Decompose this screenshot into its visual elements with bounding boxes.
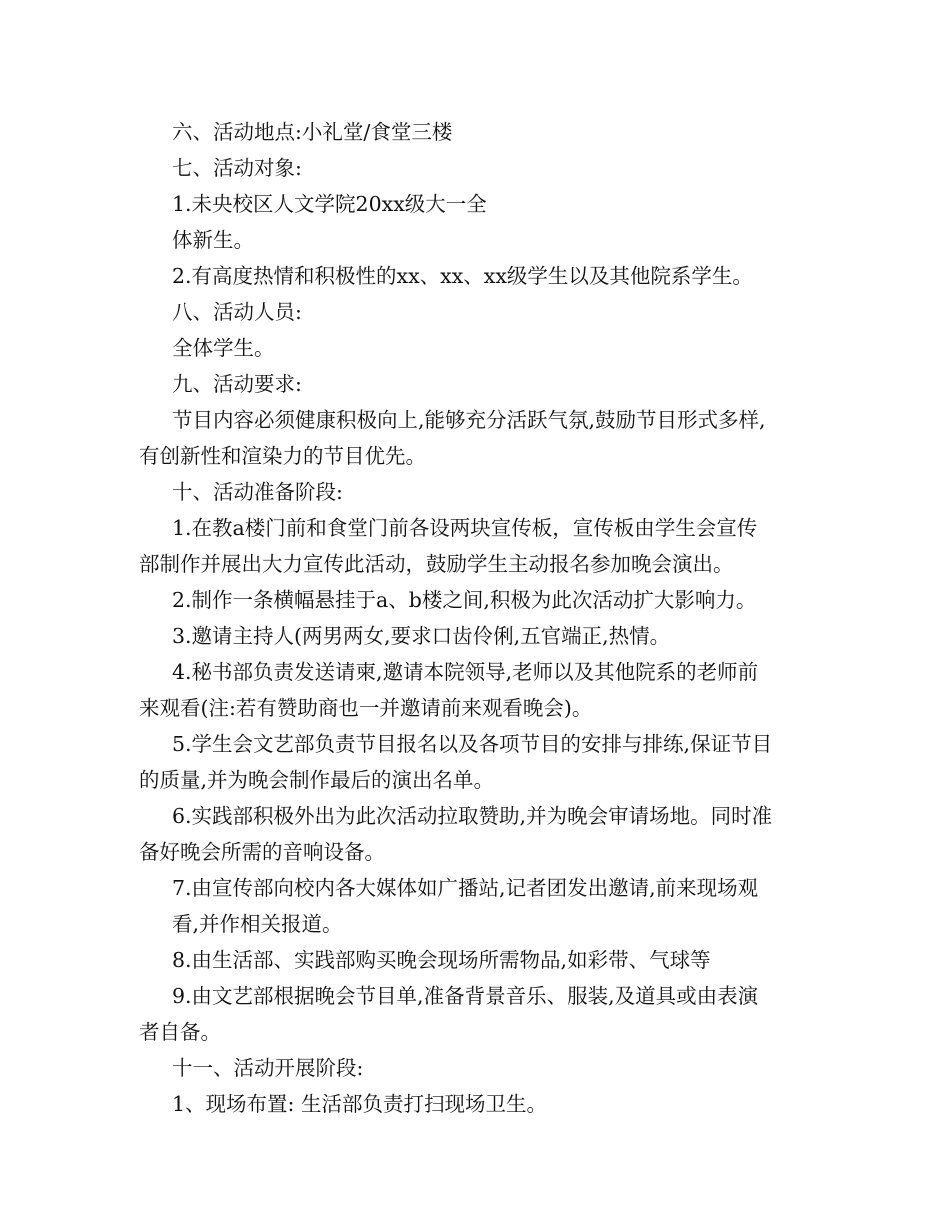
- paragraph-line: 者自备。: [139, 1020, 221, 1044]
- paragraph-line: 6.实践部积极外出为此次活动拉取赞助,并为晚会审请场地。同时准: [172, 804, 773, 828]
- paragraph-line: 八、活动人员:: [172, 300, 302, 324]
- paragraph-line: 十、活动准备阶段:: [172, 480, 343, 504]
- paragraph-line: 九、活动要求:: [172, 372, 302, 396]
- paragraph-line: 全体学生。: [172, 336, 275, 360]
- paragraph-line: 2.制作一条横幅悬挂于a、b楼之间,积极为此次活动扩大影响力。: [172, 588, 757, 612]
- paragraph-line: 1、现场布置: 生活部负责打扫现场卫生。: [172, 1092, 547, 1116]
- paragraph-line: 5.学生会文艺部负责节目报名以及各项节目的安排与排练,保证节目: [172, 732, 773, 756]
- paragraph-line: 七、活动对象:: [172, 156, 302, 180]
- document-body: [139, 114, 819, 1122]
- paragraph-line: 4.秘书部负责发送请柬,邀请本院领导,老师以及其他院系的老师前: [172, 660, 759, 684]
- paragraph-line: 7.由宣传部向校内各大媒体如广播站,记者团发出邀请,前来现场观: [172, 876, 759, 900]
- paragraph-line: 1.未央校区人文学院20xx级大一全: [172, 192, 487, 216]
- paragraph-line: 部制作并展出大力宣传此活动，鼓励学生主动报名参加晚会演出。: [139, 552, 734, 576]
- paragraph-line: 1.在教a楼门前和食堂门前各设两块宣传板，宣传板由学生会宣传: [172, 516, 758, 540]
- paragraph-line: 来观看(注:若有赞助商也一并邀请前来观看晚会)。: [139, 696, 593, 720]
- paragraph-line: 节目内容必须健康积极向上,能够充分活跃气氛,鼓励节目形式多样,: [172, 408, 766, 432]
- paragraph-line: 备好晚会所需的音响设备。: [139, 840, 385, 864]
- paragraph-line: 的质量,并为晚会制作最后的演出名单。: [139, 768, 495, 792]
- paragraph-line: 2.有高度热情和积极性的xx、xx、xx级学生以及其他院系学生。: [172, 264, 753, 288]
- paragraph-line: 有创新性和渲染力的节目优先。: [139, 444, 426, 468]
- paragraph-line: 3.邀请主持人(两男两女,要求口齿伶俐,五官端正,热情。: [172, 624, 671, 648]
- paragraph-line: 体新生。: [172, 228, 254, 252]
- paragraph-line: 9.由文艺部根据晚会节目单,准备背景音乐、服装,及道具或由表演: [172, 984, 759, 1008]
- paragraph-line: 十一、活动开展阶段:: [172, 1056, 364, 1080]
- paragraph-line: 8.由生活部、实践部购买晚会现场所需物品,如彩带、气球等: [172, 948, 711, 972]
- paragraph-line: 看,并作相关报道。: [172, 912, 343, 936]
- paragraph-line: 六、活动地点:小礼堂/食堂三楼: [172, 120, 453, 144]
